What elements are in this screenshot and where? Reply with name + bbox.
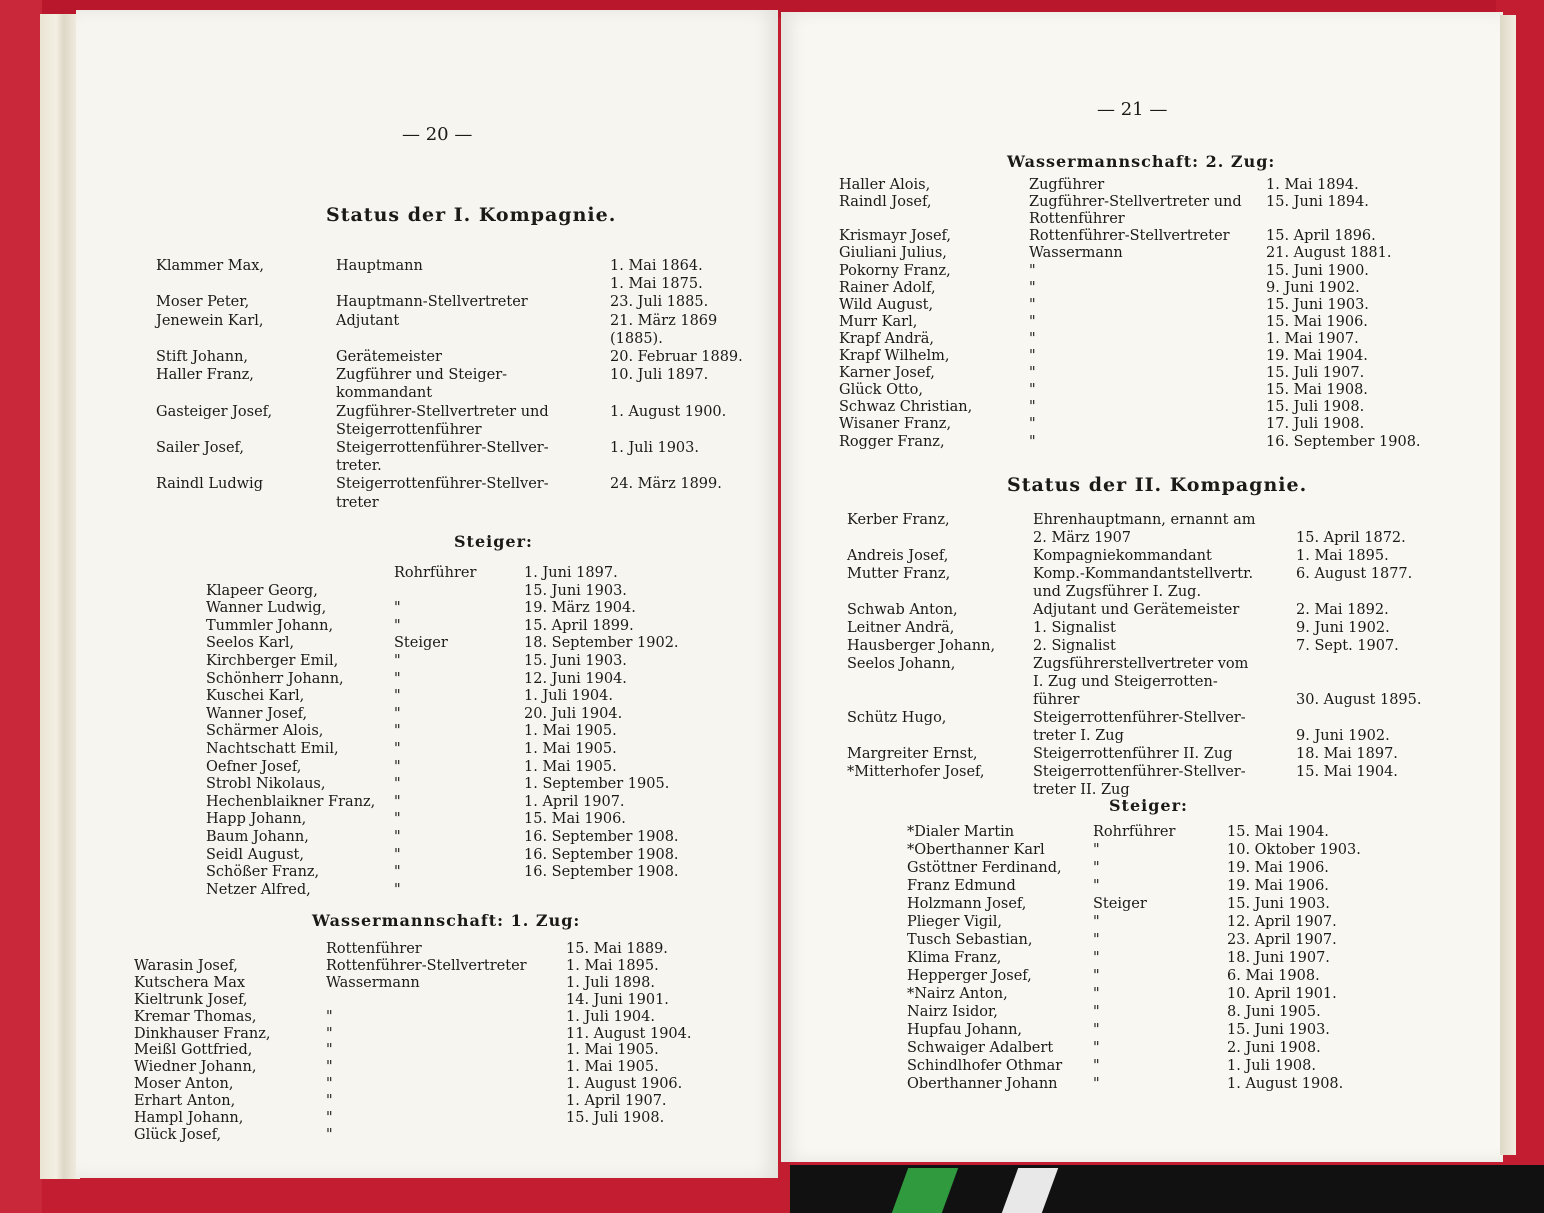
entry-name: Hupfau Johann, xyxy=(907,1022,1023,1038)
entry-role: Hauptmann-Stellvertreter xyxy=(336,294,528,311)
entry-date: 1. Mai 1894. xyxy=(1266,177,1359,193)
entry-date: 1. August 1906. xyxy=(566,1076,683,1093)
entry-role: Zugführer-Stellvertreter und xyxy=(336,403,549,420)
entry-name: Strobl Nikolaus, xyxy=(206,776,326,793)
entry-role: " xyxy=(394,670,401,687)
entry-name: Mutter Franz, xyxy=(847,566,951,582)
entry-date: 1. Mai 1875. xyxy=(610,276,703,293)
section-title-status-2: Status der II. Kompagnie. xyxy=(1007,474,1308,496)
entry-role: " xyxy=(1093,1058,1100,1074)
entry-role: Rottenführer-Stellvertreter xyxy=(1029,228,1230,245)
entry-date: 1. September 1905. xyxy=(524,776,670,793)
entry-name: Leitner Andrä, xyxy=(847,620,955,636)
entry-name: Glück Josef, xyxy=(134,1126,222,1143)
entry-date: 1. Juli 1904. xyxy=(524,688,613,705)
entry-name: Andreis Josef, xyxy=(847,548,949,564)
entry-role: Adjutant und Gerätemeister xyxy=(1033,602,1240,618)
entry-name: Kerber Franz, xyxy=(847,512,950,528)
entry-date: 15. Mai 1906. xyxy=(524,811,626,828)
entry-name: Schwaz Christian, xyxy=(839,399,973,416)
entry-name: Wanner Josef, xyxy=(206,705,308,722)
entry-role: " xyxy=(326,1093,333,1110)
entry-date: 6. August 1877. xyxy=(1296,566,1413,582)
entry-name: Kutschera Max xyxy=(134,974,246,991)
entry-date: 23. April 1907. xyxy=(1227,932,1337,948)
entry-name: Klima Franz, xyxy=(907,950,1002,966)
entry-role: " xyxy=(394,793,401,810)
entry-name: Schütz Hugo, xyxy=(847,710,947,726)
entry-role: treter. xyxy=(336,458,382,475)
entry-name: Raindl Josef, xyxy=(839,194,932,211)
entry-role: " xyxy=(1093,1040,1100,1056)
entry-date: 16. September 1908. xyxy=(524,864,679,881)
entry-date: 15. April 1899. xyxy=(524,617,634,634)
entry-role: " xyxy=(394,846,401,863)
page-number: — 20 — xyxy=(402,124,473,145)
entry-date: 8. Juni 1905. xyxy=(1227,1004,1321,1020)
entry-date: 1. Mai 1895. xyxy=(566,957,659,974)
entry-date: 1. Juli 1908. xyxy=(1227,1058,1316,1074)
entry-date: 19. Mai 1906. xyxy=(1227,860,1329,876)
entry-date: 1. Juli 1903. xyxy=(610,440,699,456)
entry-date: 30. August 1895. xyxy=(1296,692,1422,708)
section-title-wasser-2: Wassermannschaft: 2. Zug: xyxy=(1007,152,1276,171)
entry-role: 2. Signalist xyxy=(1033,638,1116,654)
section-title-status-1: Status der I. Kompagnie. xyxy=(326,204,617,226)
entry-role: Steigerrottenführer-Stellver- xyxy=(336,440,549,456)
entry-name: Jenewein Karl, xyxy=(156,312,264,329)
entry-role: treter xyxy=(336,494,379,511)
entry-role: Steiger xyxy=(394,635,448,652)
entry-name: Gasteiger Josef, xyxy=(156,403,273,420)
entry-name: Oefner Josef, xyxy=(206,758,302,775)
entry-date: 9. Juni 1902. xyxy=(1266,279,1360,296)
entry-date: 21. August 1881. xyxy=(1266,245,1392,262)
entry-date: 15. Juli 1907. xyxy=(1266,365,1365,382)
entry-role: " xyxy=(394,829,401,845)
entry-name: Glück Otto, xyxy=(839,382,923,399)
entry-name: Kirchberger Emil, xyxy=(206,653,339,669)
entry-name: Schwab Anton, xyxy=(847,602,958,618)
entry-role: 1. Signalist xyxy=(1033,620,1116,636)
entry-date: 15. April 1896. xyxy=(1266,228,1376,245)
entry-date: 12. April 1907. xyxy=(1227,914,1337,930)
entry-name: Holzmann Josef, xyxy=(907,896,1027,912)
entry-role: " xyxy=(326,1110,333,1126)
entry-name: Kieltrunk Josef, xyxy=(134,991,248,1008)
page-stack-left xyxy=(40,14,80,1179)
entry-date: 1. Mai 1905. xyxy=(566,1059,659,1076)
entry-role: führer xyxy=(1033,692,1080,708)
entry-name: Wisaner Franz, xyxy=(839,416,952,433)
entry-role: " xyxy=(1029,330,1036,347)
entry-name: *Nairz Anton, xyxy=(907,986,1008,1002)
entry-name: Krismayr Josef, xyxy=(839,228,951,245)
entry-name: Murr Karl, xyxy=(839,313,918,330)
entry-name: Stift Johann, xyxy=(156,349,249,365)
entry-role: Rottenführer xyxy=(326,941,422,957)
entry-role: I. Zug und Steigerrotten- xyxy=(1033,674,1218,690)
entry-name: Rainer Adolf, xyxy=(839,279,936,296)
entry-date: 15. Juni 1903. xyxy=(1227,1022,1330,1038)
entry-name: Tusch Sebastian, xyxy=(907,932,1033,948)
entry-role: Ehrenhauptmann, ernannt am xyxy=(1033,512,1256,528)
entry-role: Hauptmann xyxy=(336,258,423,274)
entry-role: und Zugsführer I. Zug. xyxy=(1033,584,1202,600)
entry-role: Wassermann xyxy=(1029,245,1123,262)
entry-role: " xyxy=(326,1008,333,1025)
entry-role: " xyxy=(394,864,401,881)
entry-role: " xyxy=(394,723,401,740)
entry-name: Erhart Anton, xyxy=(134,1093,236,1110)
entry-date: 2. Mai 1892. xyxy=(1296,602,1389,618)
entry-role: " xyxy=(326,1126,333,1143)
entry-role: Rottenführer xyxy=(1029,211,1125,228)
entry-role: treter II. Zug xyxy=(1033,782,1130,798)
entry-role: " xyxy=(394,653,401,669)
entry-role: " xyxy=(1093,1022,1100,1038)
entry-name: Krapf Andrä, xyxy=(839,330,934,347)
entry-role: " xyxy=(394,776,401,793)
entry-name: Pokorny Franz, xyxy=(839,262,951,279)
entry-name: Sailer Josef, xyxy=(156,440,244,456)
entry-name: Schwaiger Adalbert xyxy=(907,1040,1054,1056)
entry-role: Steiger xyxy=(1093,896,1147,912)
entry-name: Kremar Thomas, xyxy=(134,1008,257,1025)
entry-name: Raindl Ludwig xyxy=(156,476,263,493)
entry-date: 9. Juni 1902. xyxy=(1296,620,1390,636)
section-title-wasser-1: Wassermannschaft: 1. Zug: xyxy=(312,911,581,930)
entry-role: Rohrführer xyxy=(394,565,477,581)
entry-role: " xyxy=(1093,860,1100,876)
entry-name: Giuliani Julius, xyxy=(839,245,947,262)
entry-role: " xyxy=(326,1076,333,1093)
entry-name: Warasin Josef, xyxy=(134,957,238,974)
entry-date: 10. Oktober 1903. xyxy=(1227,842,1361,858)
entry-role: Rohrführer xyxy=(1093,824,1176,840)
entry-role: " xyxy=(1029,399,1036,416)
entry-date: 20. Juli 1904. xyxy=(524,705,623,722)
entry-date: 12. Juni 1904. xyxy=(524,670,627,687)
entry-date: 15. Mai 1904. xyxy=(1296,764,1398,780)
entry-date: 15. Juni 1903. xyxy=(524,653,627,669)
entry-role: Zugführer xyxy=(1029,177,1105,193)
entry-date: 24. März 1899. xyxy=(610,476,722,493)
entry-date: 10. Juli 1897. xyxy=(610,367,709,384)
entry-name: Haller Franz, xyxy=(156,367,254,384)
entry-role: Steigerrottenführer II. Zug xyxy=(1033,746,1233,762)
entry-name: *Dialer Martin xyxy=(907,824,1015,840)
entry-date: 15. Juni 1894. xyxy=(1266,194,1369,211)
entry-date: 15. Juni 1903. xyxy=(524,582,627,599)
entry-role: " xyxy=(1029,416,1036,433)
entry-date: 11. August 1904. xyxy=(566,1025,692,1042)
entry-date: 1. Mai 1905. xyxy=(566,1042,659,1059)
entry-role: Kompagniekommandant xyxy=(1033,548,1212,564)
entry-date: 15. Mai 1889. xyxy=(566,941,668,957)
entry-name: Wanner Ludwig, xyxy=(206,600,327,617)
entry-name: Franz Edmund xyxy=(907,878,1016,894)
entry-date: 1. April 1907. xyxy=(524,793,625,810)
entry-date: 19. Mai 1906. xyxy=(1227,878,1329,894)
entry-role: " xyxy=(1093,914,1100,930)
entry-date: 15. Juni 1903. xyxy=(1227,896,1330,912)
entry-date: 21. März 1869 xyxy=(610,312,718,329)
entry-date: 1. Juni 1897. xyxy=(524,565,618,581)
entry-date: 1. Mai 1907. xyxy=(1266,330,1359,347)
entry-date: 10. April 1901. xyxy=(1227,986,1337,1002)
entry-name: Rogger Franz, xyxy=(839,433,945,450)
entry-date: 15. Mai 1906. xyxy=(1266,313,1368,330)
entry-date: (1885). xyxy=(610,330,663,347)
entry-date: 18. Mai 1897. xyxy=(1296,746,1398,762)
entry-date: 19. Mai 1904. xyxy=(1266,348,1368,364)
entry-name: Oberthanner Johann xyxy=(907,1076,1058,1092)
entry-date: 16. September 1908. xyxy=(1266,433,1421,450)
entry-date: 16. September 1908. xyxy=(524,829,679,845)
entry-name: Haller Alois, xyxy=(839,177,931,193)
entry-date: 15. Juli 1908. xyxy=(566,1110,665,1126)
entry-role: " xyxy=(394,881,401,898)
entry-name: Baum Johann, xyxy=(206,829,309,845)
entry-role: " xyxy=(394,741,401,757)
entry-name: Hechenblaikner Franz, xyxy=(206,793,376,810)
entry-date: 1. August 1908. xyxy=(1227,1076,1344,1092)
entry-name: Klammer Max, xyxy=(156,258,265,274)
entry-role: Steigerrottenführer-Stellver- xyxy=(1033,710,1246,726)
entry-name: Moser Anton, xyxy=(134,1076,234,1093)
entry-name: Hampl Johann, xyxy=(134,1110,244,1126)
entry-name: *Oberthanner Karl xyxy=(907,842,1045,858)
entry-date: 17. Juli 1908. xyxy=(1266,416,1365,433)
page-number: — 21 — xyxy=(1097,99,1168,120)
entry-role: kommandant xyxy=(336,385,433,402)
entry-role: " xyxy=(1029,279,1036,296)
entry-role: " xyxy=(326,1042,333,1059)
entry-date: 15. Mai 1904. xyxy=(1227,824,1329,840)
entry-role: Komp.-Kommandantstellvertr. xyxy=(1033,566,1254,582)
entry-date: 15. April 1872. xyxy=(1296,530,1406,546)
entry-date: 1. Mai 1864. xyxy=(610,258,703,274)
entry-name: Margreiter Ernst, xyxy=(847,746,978,762)
page-stack-right xyxy=(1500,15,1516,1155)
entry-name: Schößer Franz, xyxy=(206,864,320,881)
entry-date: 1. Mai 1905. xyxy=(524,723,617,740)
entry-name: Nairz Isidor, xyxy=(907,1004,998,1020)
entry-name: Wiedner Johann, xyxy=(134,1059,257,1076)
entry-role: Steigerrottenführer-Stellver- xyxy=(336,476,549,493)
entry-name: Meißl Gottfried, xyxy=(134,1042,253,1059)
entry-role: " xyxy=(394,688,401,705)
entry-name: Seelos Johann, xyxy=(847,656,956,672)
entry-name: Hausberger Johann, xyxy=(847,638,996,654)
entry-name: Klapeer Georg, xyxy=(206,582,318,599)
entry-role: " xyxy=(1029,262,1036,279)
entry-date: 1. Juli 1904. xyxy=(566,1008,655,1025)
entry-name: Karner Josef, xyxy=(839,365,935,382)
entry-name: Netzer Alfred, xyxy=(206,881,311,898)
entry-date: 1. August 1900. xyxy=(610,403,727,420)
entry-date: 15. Mai 1908. xyxy=(1266,382,1368,399)
entry-date: 7. Sept. 1907. xyxy=(1296,638,1399,654)
entry-role: " xyxy=(394,705,401,722)
entry-date: 16. September 1908. xyxy=(524,846,679,863)
entry-role: " xyxy=(1029,433,1036,450)
entry-name: Hepperger Josef, xyxy=(907,968,1032,984)
entry-role: Steigerrottenführer-Stellver- xyxy=(1033,764,1246,780)
entry-name: Moser Peter, xyxy=(156,294,250,311)
entry-date: 18. Juni 1907. xyxy=(1227,950,1330,966)
entry-name: Seidl August, xyxy=(206,846,304,863)
entry-role: " xyxy=(1093,932,1100,948)
entry-role: Zugsführerstellvertreter vom xyxy=(1033,656,1249,672)
entry-name: Nachtschatt Emil, xyxy=(206,741,339,757)
entry-role: " xyxy=(1093,950,1100,966)
entry-date: 6. Mai 1908. xyxy=(1227,968,1320,984)
entry-name: Wild August, xyxy=(839,296,934,313)
entry-role: Adjutant xyxy=(336,312,400,329)
entry-role: " xyxy=(1093,986,1100,1002)
entry-date: 1. Mai 1905. xyxy=(524,741,617,757)
entry-date: 1. Juli 1898. xyxy=(566,974,655,991)
entry-role: Gerätemeister xyxy=(336,349,442,365)
entry-date: 14. Juni 1901. xyxy=(566,991,669,1008)
entry-name: Schönherr Johann, xyxy=(206,670,344,687)
entry-date: 15. Juni 1900. xyxy=(1266,262,1369,279)
entry-role: " xyxy=(1093,878,1100,894)
entry-role: " xyxy=(394,617,401,634)
entry-date: 1. Mai 1905. xyxy=(524,758,617,775)
entry-role: treter I. Zug xyxy=(1033,728,1124,744)
entry-date: 2. Juni 1908. xyxy=(1227,1040,1321,1056)
entry-role: " xyxy=(1093,842,1100,858)
entry-date: 1. April 1907. xyxy=(566,1093,667,1110)
entry-role: " xyxy=(394,600,401,617)
entry-name: Happ Johann, xyxy=(206,811,307,828)
entry-date: 18. September 1902. xyxy=(524,635,679,652)
entry-role: 2. März 1907 xyxy=(1033,530,1132,546)
entry-role: " xyxy=(1029,365,1036,382)
entry-role: " xyxy=(326,1025,333,1042)
section-title-steiger-2: Steiger: xyxy=(1109,796,1188,815)
entry-role: " xyxy=(1029,382,1036,399)
entry-role: Steigerrottenführer xyxy=(336,421,482,438)
entry-role: " xyxy=(1029,348,1036,364)
entry-role: " xyxy=(1093,1076,1100,1092)
entry-date: 23. Juli 1885. xyxy=(610,294,709,311)
entry-date: 15. Juni 1903. xyxy=(1266,296,1369,313)
book-cover-left xyxy=(0,0,42,1213)
entry-role: Zugführer und Steiger- xyxy=(336,367,508,384)
section-title-steiger-1: Steiger: xyxy=(454,532,533,551)
entry-date: 19. März 1904. xyxy=(524,600,636,617)
entry-role: " xyxy=(394,811,401,828)
entry-role: " xyxy=(1029,296,1036,313)
entry-role: Rottenführer-Stellvertreter xyxy=(326,957,527,974)
entry-role: " xyxy=(1093,1004,1100,1020)
entry-name: Tummler Johann, xyxy=(206,617,334,634)
entry-name: Krapf Wilhelm, xyxy=(839,348,950,364)
entry-role: " xyxy=(394,758,401,775)
left-page xyxy=(76,10,778,1178)
entry-date: 1. Mai 1895. xyxy=(1296,548,1389,564)
entry-name: *Mitterhofer Josef, xyxy=(847,764,985,780)
entry-role: Zugführer-Stellvertreter und xyxy=(1029,194,1242,211)
entry-date: 20. Februar 1889. xyxy=(610,349,743,365)
entry-role: " xyxy=(326,1059,333,1076)
entry-date: 15. Juli 1908. xyxy=(1266,399,1365,416)
entry-name: Plieger Vigil, xyxy=(907,914,1003,930)
entry-name: Kuschei Karl, xyxy=(206,688,305,705)
entry-role: " xyxy=(1093,968,1100,984)
entry-name: Gstöttner Ferdinand, xyxy=(907,860,1062,876)
entry-name: Dinkhauser Franz, xyxy=(134,1025,271,1042)
entry-name: Seelos Karl, xyxy=(206,635,295,652)
entry-role: " xyxy=(1029,313,1036,330)
entry-name: Schärmer Alois, xyxy=(206,723,324,740)
entry-date: 9. Juni 1902. xyxy=(1296,728,1390,744)
entry-role: Wassermann xyxy=(326,974,420,991)
entry-name: Schindlhofer Othmar xyxy=(907,1058,1063,1074)
right-page xyxy=(781,12,1503,1162)
